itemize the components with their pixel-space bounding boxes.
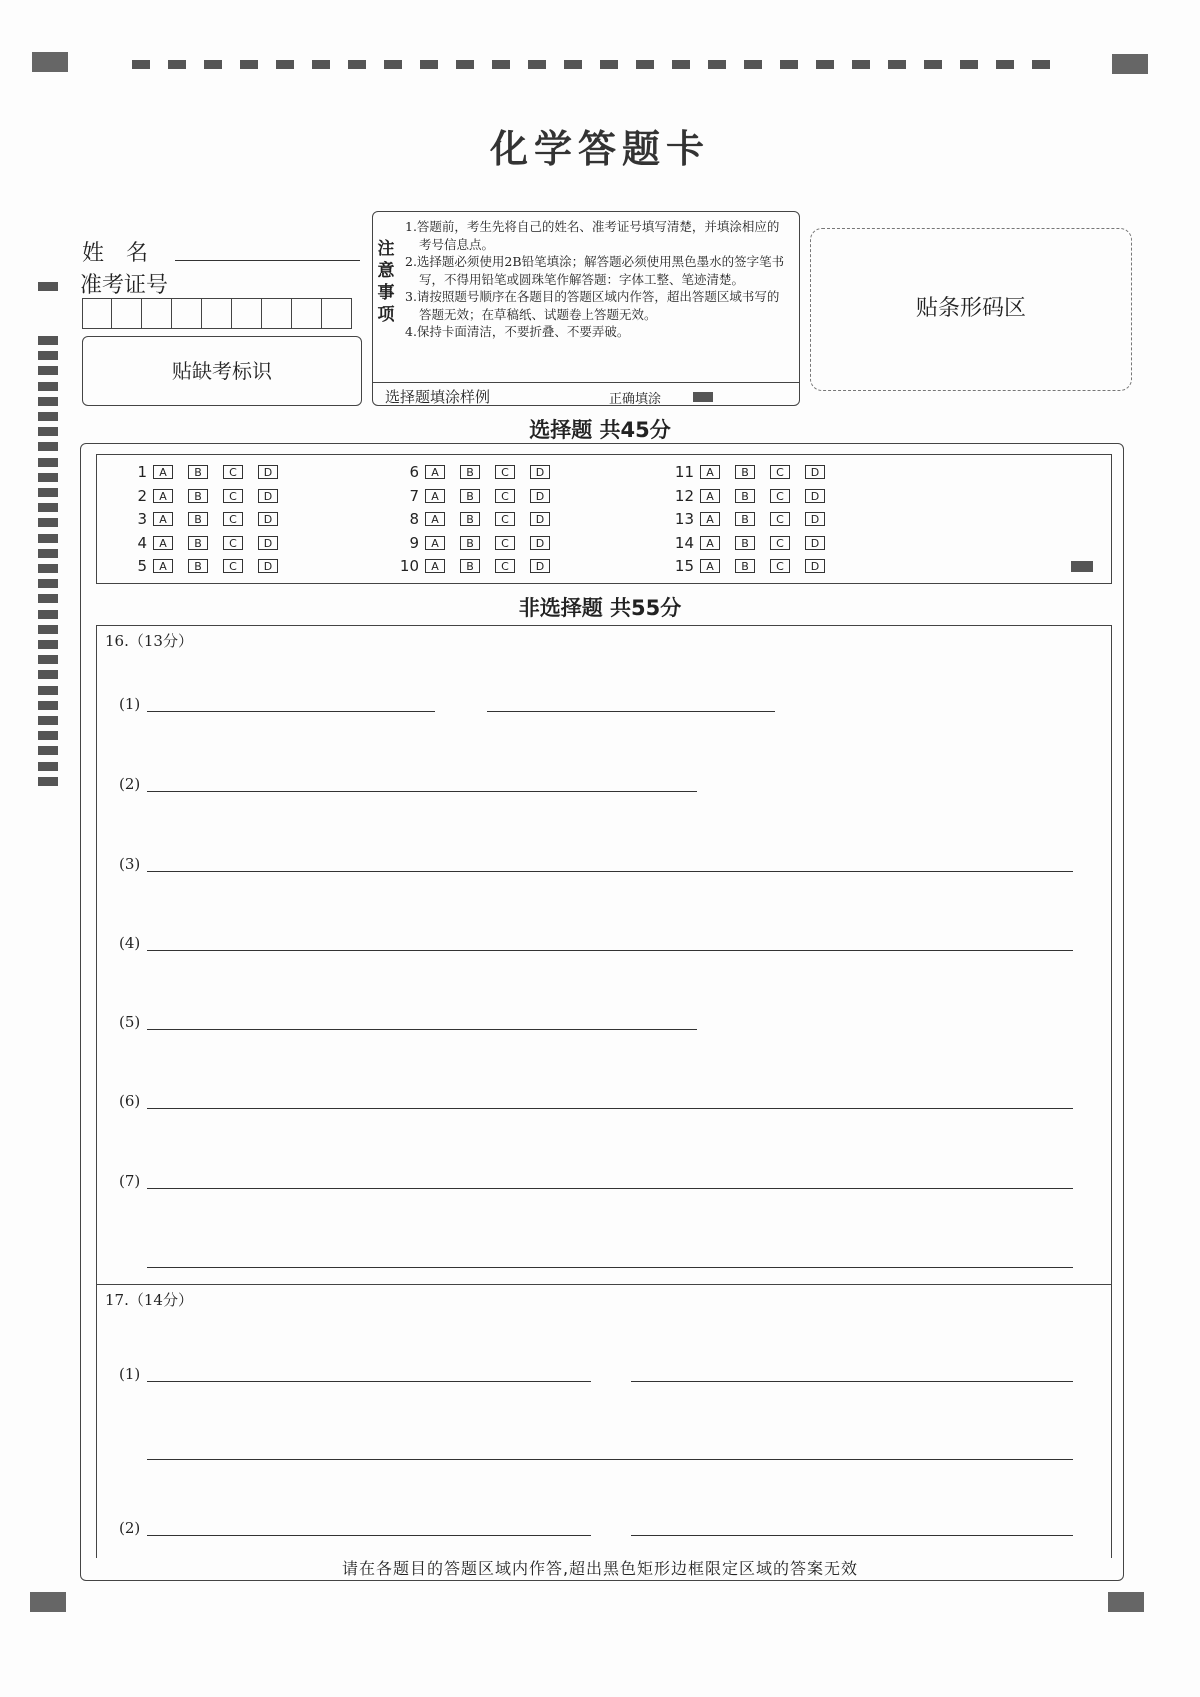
timing-mark (888, 60, 906, 69)
barcode-label: 贴条形码区 (915, 296, 1026, 321)
choice-option-bubble[interactable]: B (460, 512, 480, 526)
timing-mark (38, 282, 58, 291)
subquestion-label: (6) (119, 1092, 141, 1110)
choice-option-bubble[interactable]: C (495, 559, 515, 573)
timing-mark (38, 427, 58, 436)
timing-mark (38, 777, 58, 786)
answer-line[interactable] (147, 711, 435, 712)
timing-mark (38, 518, 58, 527)
subquestion-label: (7) (119, 1172, 141, 1190)
choice-option-bubble[interactable]: C (770, 512, 790, 526)
timing-mark (708, 60, 726, 69)
corner-mark-bottom-left (30, 1592, 66, 1612)
choice-option-bubble[interactable]: C (495, 489, 515, 503)
choice-option-bubble[interactable]: A (425, 536, 445, 550)
choice-option-bubble[interactable]: B (188, 512, 208, 526)
choice-question-number: 3 (137, 510, 147, 528)
timing-mark (38, 625, 58, 634)
choice-option-bubble[interactable]: D (258, 559, 278, 573)
choice-option-bubble[interactable]: C (495, 536, 515, 550)
choice-option-bubble[interactable]: D (258, 465, 278, 479)
timing-mark (204, 60, 222, 69)
page-title: 化学答题卡 (489, 127, 710, 171)
choice-option-bubble[interactable]: B (460, 559, 480, 573)
choice-option-bubble[interactable]: A (425, 512, 445, 526)
choice-option-bubble[interactable]: D (805, 489, 825, 503)
choice-option-bubble[interactable]: B (188, 536, 208, 550)
notice-item-1: 1.答题前，考生先将自己的姓名、准考证号填写清楚，并填涂相应的考号信息点。 (405, 219, 780, 252)
timing-mark (240, 60, 258, 69)
timing-mark (38, 640, 58, 649)
choice-option-bubble[interactable]: C (770, 559, 790, 573)
choice-option-bubble[interactable]: B (188, 559, 208, 573)
answer-line[interactable] (147, 791, 697, 792)
choice-option-bubble[interactable]: C (223, 465, 243, 479)
timing-mark (38, 412, 58, 421)
timing-mark (38, 488, 58, 497)
choice-option-bubble[interactable]: A (700, 512, 720, 526)
choice-question-number: 7 (409, 486, 419, 505)
timing-mark (492, 60, 510, 69)
choice-question-row (393, 557, 565, 575)
timing-mark (38, 564, 58, 573)
choice-option-bubble[interactable]: C (770, 465, 790, 479)
correct-fill-label: 正确填涂 (609, 392, 662, 407)
choice-option-bubble[interactable]: B (735, 559, 755, 573)
answer-line[interactable] (147, 1188, 1073, 1189)
choice-option-bubble[interactable]: A (425, 489, 445, 503)
choice-option-bubble[interactable]: D (530, 489, 550, 503)
timing-mark (1032, 60, 1050, 69)
choice-question-number: 6 (409, 463, 419, 481)
footer-note: 请在各题目的答题区域内作答,超出黑色矩形边框限定区域的答案无效 (341, 1559, 859, 1578)
corner-mark-bottom-right (1108, 1592, 1144, 1612)
choice-option-bubble[interactable]: D (530, 465, 550, 479)
choice-question-row (121, 557, 293, 575)
timing-mark (38, 746, 58, 755)
choice-option-bubble[interactable]: D (805, 536, 825, 550)
choice-option-bubble[interactable]: B (735, 536, 755, 550)
choice-question-number: 13 (674, 510, 694, 528)
choice-option-bubble[interactable]: D (530, 512, 550, 526)
timing-mark (816, 60, 834, 69)
choice-question-row (121, 463, 293, 481)
choice-option-bubble[interactable]: D (805, 512, 825, 526)
subquestion-label: (2) (119, 1519, 141, 1537)
choice-question-number: 14 (674, 533, 694, 552)
timing-mark (38, 473, 58, 482)
answer-line[interactable] (487, 711, 775, 712)
timing-mark (38, 336, 58, 345)
timing-mark (38, 610, 58, 619)
choice-option-bubble[interactable]: A (153, 465, 173, 479)
choice-option-bubble[interactable]: B (460, 536, 480, 550)
exam-id-label: 准考证号 (80, 273, 169, 298)
choice-question-row (668, 487, 840, 505)
timing-mark (38, 549, 58, 558)
timing-mark (384, 60, 402, 69)
notice-item-4: 4.保持卡面清洁，不要折叠、不要弄破。 (405, 324, 630, 339)
choice-option-bubble[interactable]: C (770, 489, 790, 503)
timing-mark (38, 701, 58, 710)
timing-mark (456, 60, 474, 69)
choice-option-bubble[interactable]: D (258, 489, 278, 503)
correct-fill-sample (693, 392, 713, 402)
choice-option-bubble[interactable]: C (223, 512, 243, 526)
choice-section-title-wrap (80, 414, 1120, 444)
answer-line[interactable] (147, 950, 1073, 951)
timing-mark (38, 534, 58, 543)
choice-question-row (393, 534, 565, 552)
choice-question-number: 8 (409, 510, 419, 528)
nonchoice-section-title-wrap (80, 592, 1120, 622)
timing-mark (780, 60, 798, 69)
timing-mark (312, 60, 330, 69)
timing-mark (38, 594, 58, 603)
timing-mark (38, 655, 58, 664)
choice-question-number: 10 (399, 557, 419, 575)
q16-label: 16.（13分） (105, 632, 193, 650)
subquestion-label: (4) (119, 934, 141, 952)
timing-mark (38, 686, 58, 695)
timing-mark (996, 60, 1014, 69)
timing-mark (38, 458, 58, 467)
choice-option-bubble[interactable]: A (425, 559, 445, 573)
timing-mark (276, 60, 294, 69)
choice-question-number: 9 (409, 533, 419, 552)
choice-question-row (668, 510, 840, 528)
choice-option-bubble[interactable]: B (735, 465, 755, 479)
answer-line[interactable] (631, 1535, 1073, 1536)
choice-option-bubble[interactable]: B (460, 465, 480, 479)
answer-line[interactable] (147, 1535, 591, 1536)
answer-line[interactable] (147, 871, 1073, 872)
notice-item-3: 3.请按照题号顺序在各题目的答题区域内作答，超出答题区域书写的答题无效；在草稿纸、试题卷上答题无效。 (405, 289, 780, 322)
choice-question-number: 11 (674, 463, 694, 481)
choice-question-row (668, 534, 840, 552)
absent-sticker-label: 贴缺考标识 (172, 359, 272, 383)
timing-mark (348, 60, 366, 69)
notice-heading: 注 意 事 项 (377, 239, 395, 325)
timing-mark (38, 366, 58, 375)
choice-option-bubble[interactable]: D (258, 536, 278, 550)
timing-mark (924, 60, 942, 69)
choice-question-row (668, 463, 840, 481)
choice-question-number: 1 (137, 463, 147, 481)
subquestion-label: (3) (119, 855, 141, 873)
choice-question-number: 15 (674, 557, 694, 575)
timing-mark (38, 442, 58, 451)
choice-option-bubble[interactable]: B (735, 512, 755, 526)
answer-line[interactable] (147, 1029, 697, 1030)
notice-divider (373, 382, 799, 383)
choice-option-bubble[interactable]: A (425, 465, 445, 479)
timing-mark (132, 60, 150, 69)
q17-box (96, 1284, 1112, 1558)
timing-mark (38, 351, 58, 360)
choice-option-bubble[interactable]: D (805, 465, 825, 479)
absent-sticker-box (82, 336, 362, 406)
choice-option-bubble[interactable]: D (530, 536, 550, 550)
answer-line[interactable] (147, 1108, 1073, 1109)
choice-option-bubble[interactable]: D (805, 559, 825, 573)
answer-line[interactable] (147, 1381, 591, 1382)
subquestion-label: (1) (119, 695, 141, 713)
notice-items (405, 218, 791, 341)
subquestion-label: (1) (119, 1365, 141, 1383)
choice-option-bubble[interactable]: C (495, 465, 515, 479)
choice-option-bubble[interactable]: D (258, 512, 278, 526)
timing-mark (420, 60, 438, 69)
subquestion-label: (5) (119, 1013, 141, 1031)
choice-question-row (121, 487, 293, 505)
choice-option-bubble[interactable]: B (735, 489, 755, 503)
choice-question-row (121, 534, 293, 552)
choice-question-row (393, 463, 565, 481)
choice-question-number: 2 (137, 486, 147, 505)
timing-mark (38, 397, 58, 406)
notice-box (372, 211, 800, 406)
timing-mark (528, 60, 546, 69)
q16-box (96, 625, 1112, 1285)
corner-mark-top-left (32, 52, 68, 72)
choice-section-title: 选择题 共45分 (529, 418, 671, 442)
timing-mark (744, 60, 762, 69)
choice-option-bubble[interactable]: B (460, 489, 480, 503)
answer-line[interactable] (631, 1381, 1073, 1382)
choice-option-bubble[interactable]: A (153, 559, 173, 573)
timing-mark (38, 762, 58, 771)
choice-question-row (393, 487, 565, 505)
choice-question-number: 5 (137, 557, 147, 575)
choice-option-bubble[interactable]: B (188, 465, 208, 479)
barcode-area (810, 228, 1132, 391)
choice-option-bubble[interactable]: A (153, 512, 173, 526)
choice-option-bubble[interactable]: A (700, 559, 720, 573)
choice-option-bubble[interactable]: A (153, 489, 173, 503)
choice-box (96, 454, 1112, 584)
choice-option-bubble[interactable]: B (188, 489, 208, 503)
corner-mark-top-right (1112, 54, 1148, 74)
choice-option-bubble[interactable]: A (700, 489, 720, 503)
timing-mark (672, 60, 690, 69)
timing-mark (636, 60, 654, 69)
timing-mark (38, 670, 58, 679)
timing-mark (38, 503, 58, 512)
timing-mark (852, 60, 870, 69)
timing-mark (38, 716, 58, 725)
choice-question-row (393, 510, 565, 528)
choice-option-bubble[interactable]: C (223, 489, 243, 503)
choice-question-row (121, 510, 293, 528)
choice-option-bubble[interactable]: C (495, 512, 515, 526)
name-label: 姓 名 (82, 241, 149, 266)
choice-option-bubble[interactable]: C (223, 536, 243, 550)
choice-question-row (668, 557, 840, 575)
choice-question-number: 4 (137, 533, 147, 552)
choice-option-bubble[interactable]: C (223, 559, 243, 573)
choice-option-bubble[interactable]: A (700, 536, 720, 550)
sample-label: 选择题填涂样例 (385, 388, 491, 406)
choice-option-bubble[interactable]: D (530, 559, 550, 573)
exam-id-grid[interactable] (82, 298, 352, 329)
answer-line[interactable] (147, 1459, 1073, 1460)
choice-box-mark (1071, 561, 1093, 572)
subquestion-label: (2) (119, 775, 141, 793)
answer-line[interactable] (147, 1267, 1073, 1268)
choice-question-number: 12 (674, 486, 694, 505)
choice-option-bubble[interactable]: C (770, 536, 790, 550)
timing-mark (38, 579, 58, 588)
choice-option-bubble[interactable]: A (700, 465, 720, 479)
notice-item-2: 2.选择题必须使用2B铅笔填涂；解答题必须使用黑色墨水的签字笔书写，不得用铅笔或圆珠笔作解答题：字体工整、笔迹清楚。 (405, 254, 785, 287)
timing-mark (38, 382, 58, 391)
timing-mark (168, 60, 186, 69)
timing-mark (38, 731, 58, 740)
choice-option-bubble[interactable]: A (153, 536, 173, 550)
nonchoice-section-title: 非选择题 共55分 (518, 596, 682, 620)
timing-mark (564, 60, 582, 69)
timing-mark (960, 60, 978, 69)
q17-label: 17.（14分） (105, 1291, 193, 1309)
timing-mark (600, 60, 618, 69)
name-field[interactable] (175, 236, 360, 261)
